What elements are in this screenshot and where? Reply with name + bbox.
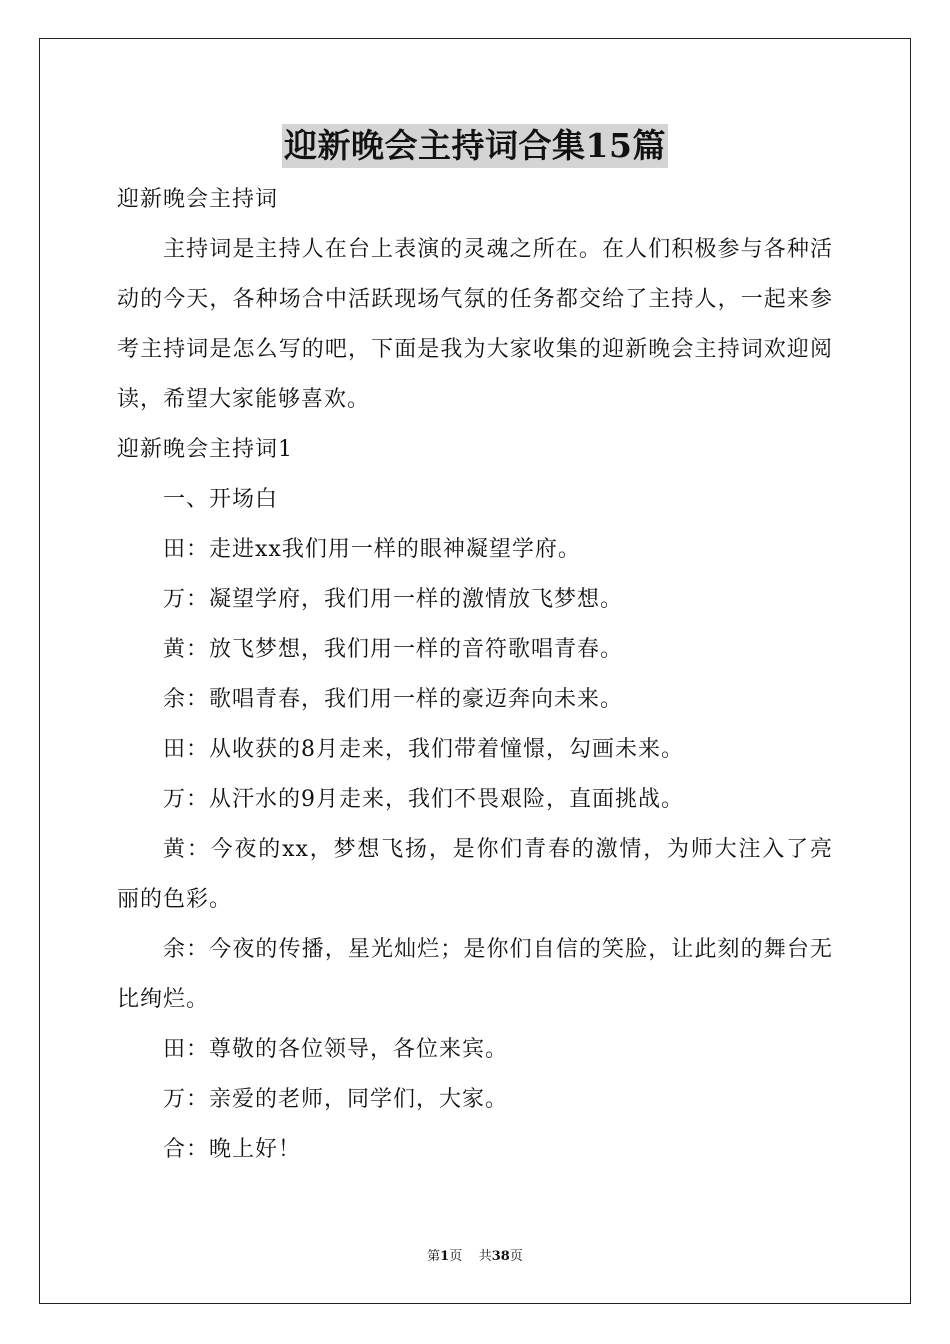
page-footer — [0, 1248, 950, 1266]
paragraph: 余：今夜的传播，星光灿烂；是你们自信的笑脸，让此刻的舞台无比绚烂。 — [117, 937, 833, 1012]
paragraph: 合：晚上好！ — [163, 1137, 302, 1162]
title-container — [0, 124, 950, 168]
paragraph: 一、开场白 — [163, 487, 279, 512]
page-number: 1 — [440, 1249, 450, 1264]
page-label-suffix: 页 — [449, 1249, 463, 1264]
paragraph: 万：亲爱的老师，同学们，大家。 — [163, 1087, 509, 1112]
paragraph: 余：歌唱青春，我们用一样的豪迈奔向未来。 — [163, 687, 624, 712]
total-pages: 38 — [491, 1249, 510, 1264]
paragraph: 主持词是主持人在台上表演的灵魂之所在。在人们积极参与各种活动的今天，各种场合中活跃现场气氛的任务都交给了主持人，一起来参考主持词是怎么写的吧，下面是我为大家收集的迎新晚会主持词欢迎阅读，希望大家能够喜欢。 — [117, 237, 833, 412]
total-label-prefix: 共 — [478, 1249, 492, 1264]
paragraph: 黄：放飞梦想，我们用一样的音符歌唱青春。 — [163, 637, 624, 662]
total-label-suffix: 页 — [509, 1249, 523, 1264]
paragraph: 万：从汗水的9月走来，我们不畏艰险，直面挑战。 — [163, 787, 684, 812]
document-title: 迎新晚会主持词合集15篇 — [282, 124, 668, 168]
paragraph: 迎新晚会主持词1 — [117, 437, 293, 462]
page-label-prefix: 第 — [427, 1249, 441, 1264]
paragraph: 田：尊敬的各位领导，各位来宾。 — [163, 1037, 509, 1062]
paragraph: 田：走进xx我们用一样的眼神凝望学府。 — [163, 537, 581, 562]
paragraph: 田：从收获的8月走来，我们带着憧憬，勾画未来。 — [163, 737, 684, 762]
paragraph: 迎新晚会主持词 — [117, 187, 279, 212]
paragraph: 黄：今夜的xx，梦想飞扬，是你们青春的激情，为师大注入了亮丽的色彩。 — [117, 837, 833, 912]
paragraph: 万：凝望学府，我们用一样的激情放飞梦想。 — [163, 587, 624, 612]
document-body — [117, 175, 833, 1175]
